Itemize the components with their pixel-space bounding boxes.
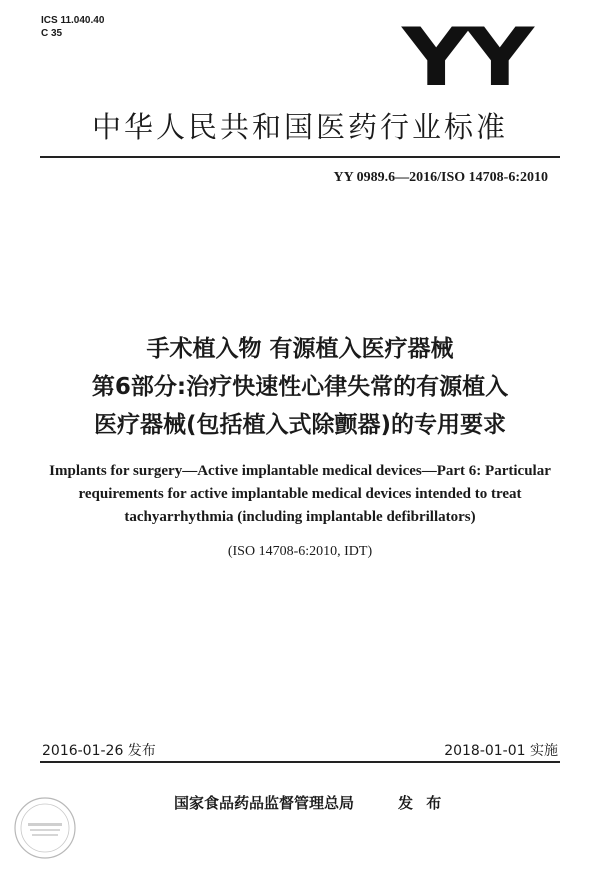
publisher-name: 国家食品药品监督管理总局 — [174, 794, 355, 812]
implementation-date: 2018-01-01 实施 — [444, 743, 558, 759]
english-title-line: requirements for active implantable medical devices intended to treat — [78, 486, 522, 502]
chinese-title-line: 医疗器械(包括植入式除颤器)的专用要求 — [93, 412, 507, 438]
ics-code: ICS 11.040.40 — [41, 15, 105, 26]
ccs-code: C 35 — [41, 28, 63, 39]
english-title-line: Implants for surgery—Active implantable medical devices—Part 6: Particular — [49, 463, 551, 479]
footer-divider — [40, 761, 560, 763]
iso-reference: (ISO 14708-6:2010, IDT) — [227, 544, 373, 559]
classification-codes — [41, 14, 104, 40]
english-title-line: tachyarrhythmia (including implantable defibrillators) — [124, 509, 476, 525]
yy-logo: YY — [402, 11, 530, 104]
header-divider — [40, 156, 560, 158]
organization-title: 中华人民共和国医药行业标准 — [91, 110, 508, 144]
chinese-title — [0, 330, 600, 444]
standard-number: YY 0989.6—2016/ISO 14708-6:2010 — [333, 170, 548, 185]
chinese-title-line: 第6部分:治疗快速性心律失常的有源植入 — [91, 374, 509, 400]
chinese-title-line: 手术植入物 有源植入医疗器械 — [146, 336, 454, 362]
publisher-suffix: 发 布 — [398, 794, 446, 812]
english-title — [0, 460, 600, 529]
watermark-stamp-icon — [12, 795, 78, 861]
issue-date: 2016-01-26 发布 — [42, 743, 156, 759]
